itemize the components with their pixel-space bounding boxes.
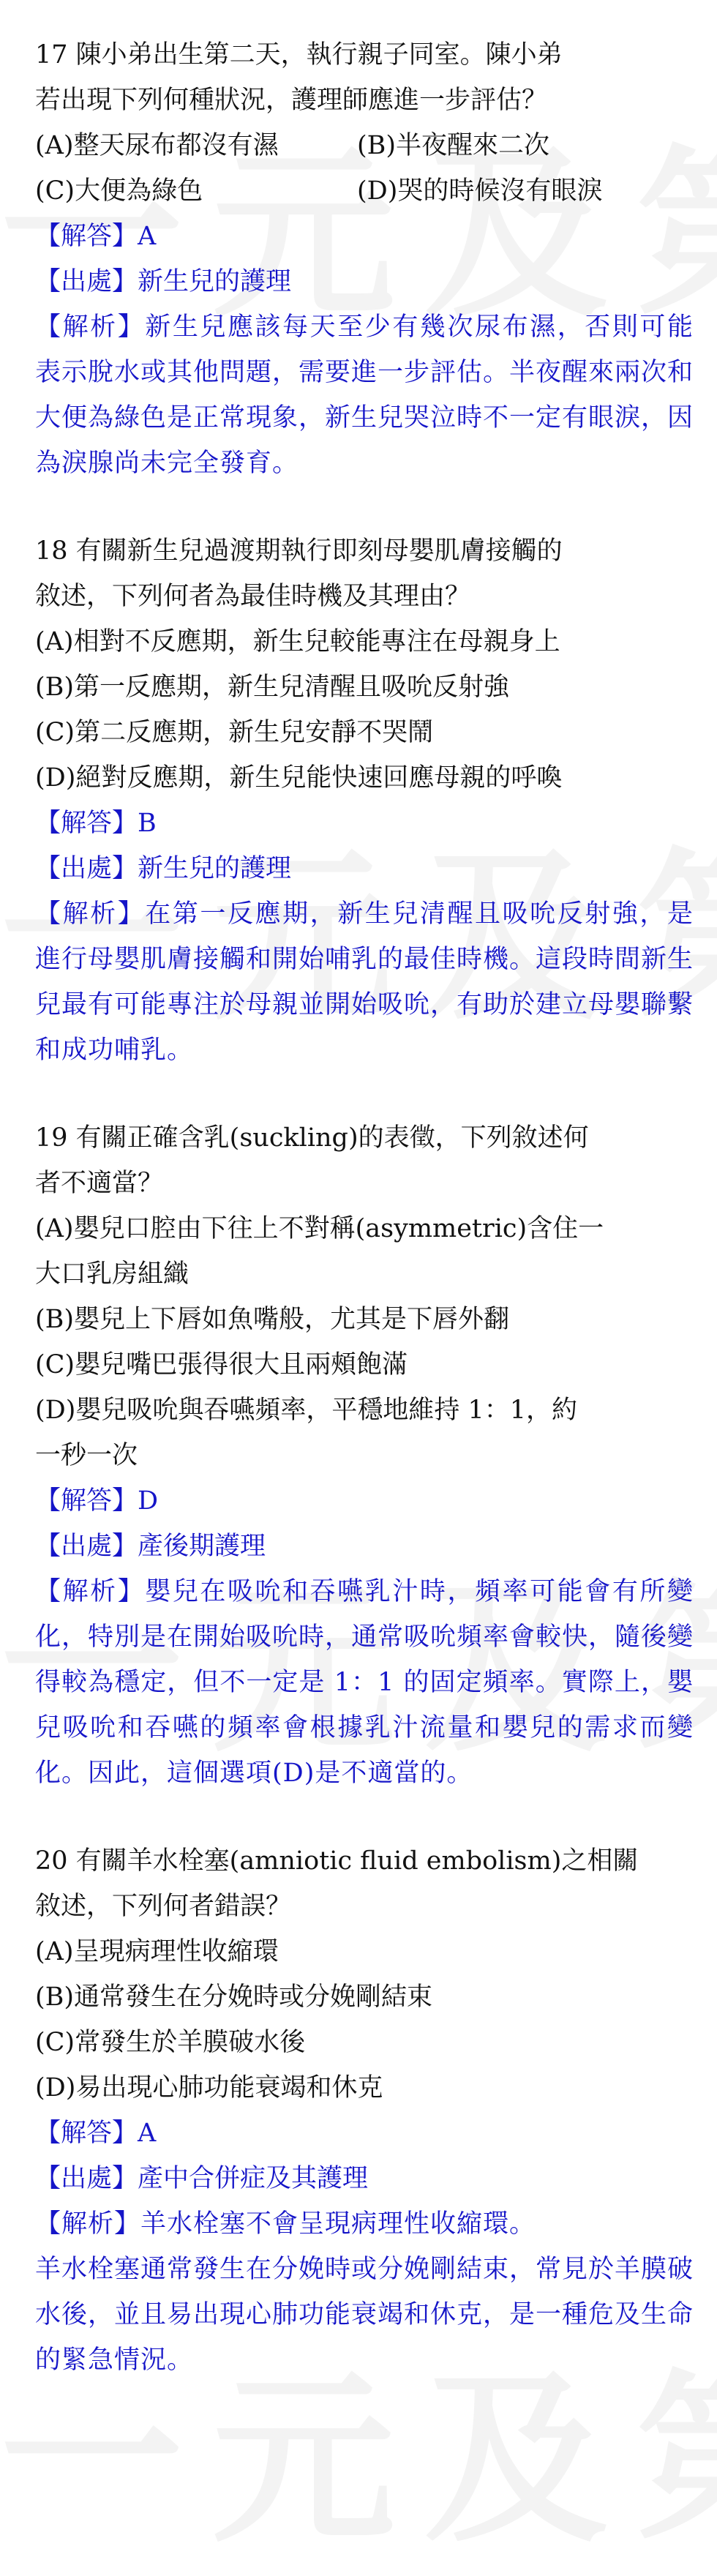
analysis	[35, 891, 694, 1073]
option-a: (A)相對不反應期，新生兒較能專注在母親身上	[35, 627, 560, 656]
question-stem: 17 陳小弟出生第二天，執行親子同室。陳小弟	[35, 40, 563, 70]
option-d: (D)嬰兒吸吮與吞嚥頻率，平穩地維持 1：1，約	[35, 1396, 578, 1425]
question-18	[35, 528, 694, 1073]
option-b: (B)嬰兒上下唇如魚嘴般，尤其是下唇外翻	[35, 1305, 510, 1334]
option-a-continued: 大口乳房組織	[35, 1259, 189, 1289]
option-c: (C)大便為綠色	[35, 176, 203, 206]
source-label: 【出處】	[35, 854, 138, 883]
option-d: (D)絕對反應期，新生兒能快速回應母親的呼喚	[35, 763, 563, 793]
answer-value: B	[138, 809, 157, 838]
analysis	[35, 304, 694, 486]
source-label: 【出處】	[35, 1532, 138, 1561]
question-list	[35, 32, 694, 2383]
option-b: (B)半夜醒來二次	[357, 131, 550, 160]
analysis-text: 新生兒應該每天至少有幾次尿布濕，否則可能表示脫水或其他問題，需要進一步評估。半夜醒來兩次和大便為綠色是正常現象，新生兒哭泣時不一定有眼淚，因為淚腺尚未完全發育。	[35, 312, 694, 478]
question-17	[35, 32, 694, 486]
answer-value: A	[138, 222, 157, 251]
analysis-text: 羊水栓塞不會呈現病理性收縮環。	[140, 2209, 536, 2239]
option-d: (D)哭的時候沒有眼淚	[357, 176, 603, 206]
answer-row	[35, 1478, 694, 1524]
answer-row	[35, 2111, 694, 2156]
analysis	[35, 2201, 694, 2383]
analysis-label: 【解析】	[35, 1577, 146, 1606]
source-value: 新生兒的護理	[138, 267, 292, 296]
question-19	[35, 1115, 694, 1796]
options	[35, 123, 694, 214]
source-label: 【出處】	[35, 2164, 138, 2193]
question-stem: 敘述，下列何者錯誤？	[35, 1892, 292, 1921]
option-c: (C)嬰兒嘴巴張得很大且兩頰飽滿	[35, 1350, 408, 1379]
question-20	[35, 1838, 694, 2383]
answer-value: A	[138, 2119, 157, 2148]
analysis	[35, 1569, 694, 1796]
analysis-label: 【解析】	[35, 312, 146, 342]
option-a: (A)呈現病理性收縮環	[35, 1937, 279, 1966]
answer-row	[35, 214, 694, 259]
option-d: (D)易出現心肺功能衰竭和休克	[35, 2073, 383, 2103]
source-row	[35, 1524, 694, 1569]
option-c: (C)第二反應期，新生兒安靜不哭鬧	[35, 718, 434, 747]
option-d-continued: 一秒一次	[35, 1441, 138, 1470]
question-stem: 若出現下列何種狀況，護理師應進一步評估？	[35, 86, 548, 115]
option-a: (A)嬰兒口腔由下往上不對稱(asymmetric)含住一	[35, 1214, 604, 1243]
answer-label: 【解答】	[35, 2119, 138, 2148]
answer-label: 【解答】	[35, 1486, 138, 1516]
analysis-text: 在第一反應期，新生兒清醒且吸吮反射強，是進行母嬰肌膚接觸和開始哺乳的最佳時機。這段時間新生兒最有可能專注於母親並開始吸吮，有助於建立母嬰聯繫和成功哺乳。	[35, 899, 694, 1065]
question-stem: 19 有關正確含乳(suckling)的表徵，下列敘述何	[35, 1123, 589, 1153]
option-b: (B)通常發生在分娩時或分娩剛結束	[35, 1982, 433, 2012]
analysis-text: 嬰兒在吸吮和吞嚥乳汁時，頻率可能會有所變化，特別是在開始吸吮時，通常吸吮頻率會較快，隨後變得較為穩定，但不一定是 1：1 的固定頻率。實際上，嬰兒吸吮和吞嚥的頻率會根據乳汁流量和嬰兒的需求而變化。因此，這個選項(D)是不適當的。	[35, 1577, 694, 1788]
source-row	[35, 846, 694, 891]
analysis-label: 【解析】	[35, 899, 146, 929]
source-value: 新生兒的護理	[138, 854, 292, 883]
analysis-paragraph	[35, 2201, 694, 2247]
analysis-text: 羊水栓塞通常發生在分娩時或分娩剛結束，常見於羊膜破水後，並且易出現心肺功能衰竭和休克，是一種危及生命的緊急情況。	[35, 2255, 694, 2375]
question-stem: 18 有關新生兒過渡期執行即刻母嬰肌膚接觸的	[35, 536, 563, 566]
source-value: 產中合併症及其護理	[138, 2164, 369, 2193]
source-row	[35, 2156, 694, 2201]
option-b: (B)第一反應期，新生兒清醒且吸吮反射強	[35, 673, 510, 702]
answer-value: D	[138, 1486, 159, 1516]
analysis-label: 【解析】	[35, 2209, 141, 2239]
question-stem: 20 有關羊水栓塞(amniotic fluid embolism)之相關	[35, 1846, 639, 1876]
source-row	[35, 259, 694, 304]
option-c: (C)常發生於羊膜破水後	[35, 2028, 306, 2057]
answer-row	[35, 801, 694, 846]
option-a: (A)整天尿布都沒有濕	[35, 131, 279, 160]
question-stem: 敘述，下列何者為最佳時機及其理由？	[35, 582, 471, 611]
question-stem: 者不適當？	[35, 1169, 164, 1198]
source-value: 產後期護理	[138, 1532, 266, 1561]
source-label: 【出處】	[35, 267, 138, 296]
answer-label: 【解答】	[35, 222, 138, 251]
answer-label: 【解答】	[35, 809, 138, 838]
